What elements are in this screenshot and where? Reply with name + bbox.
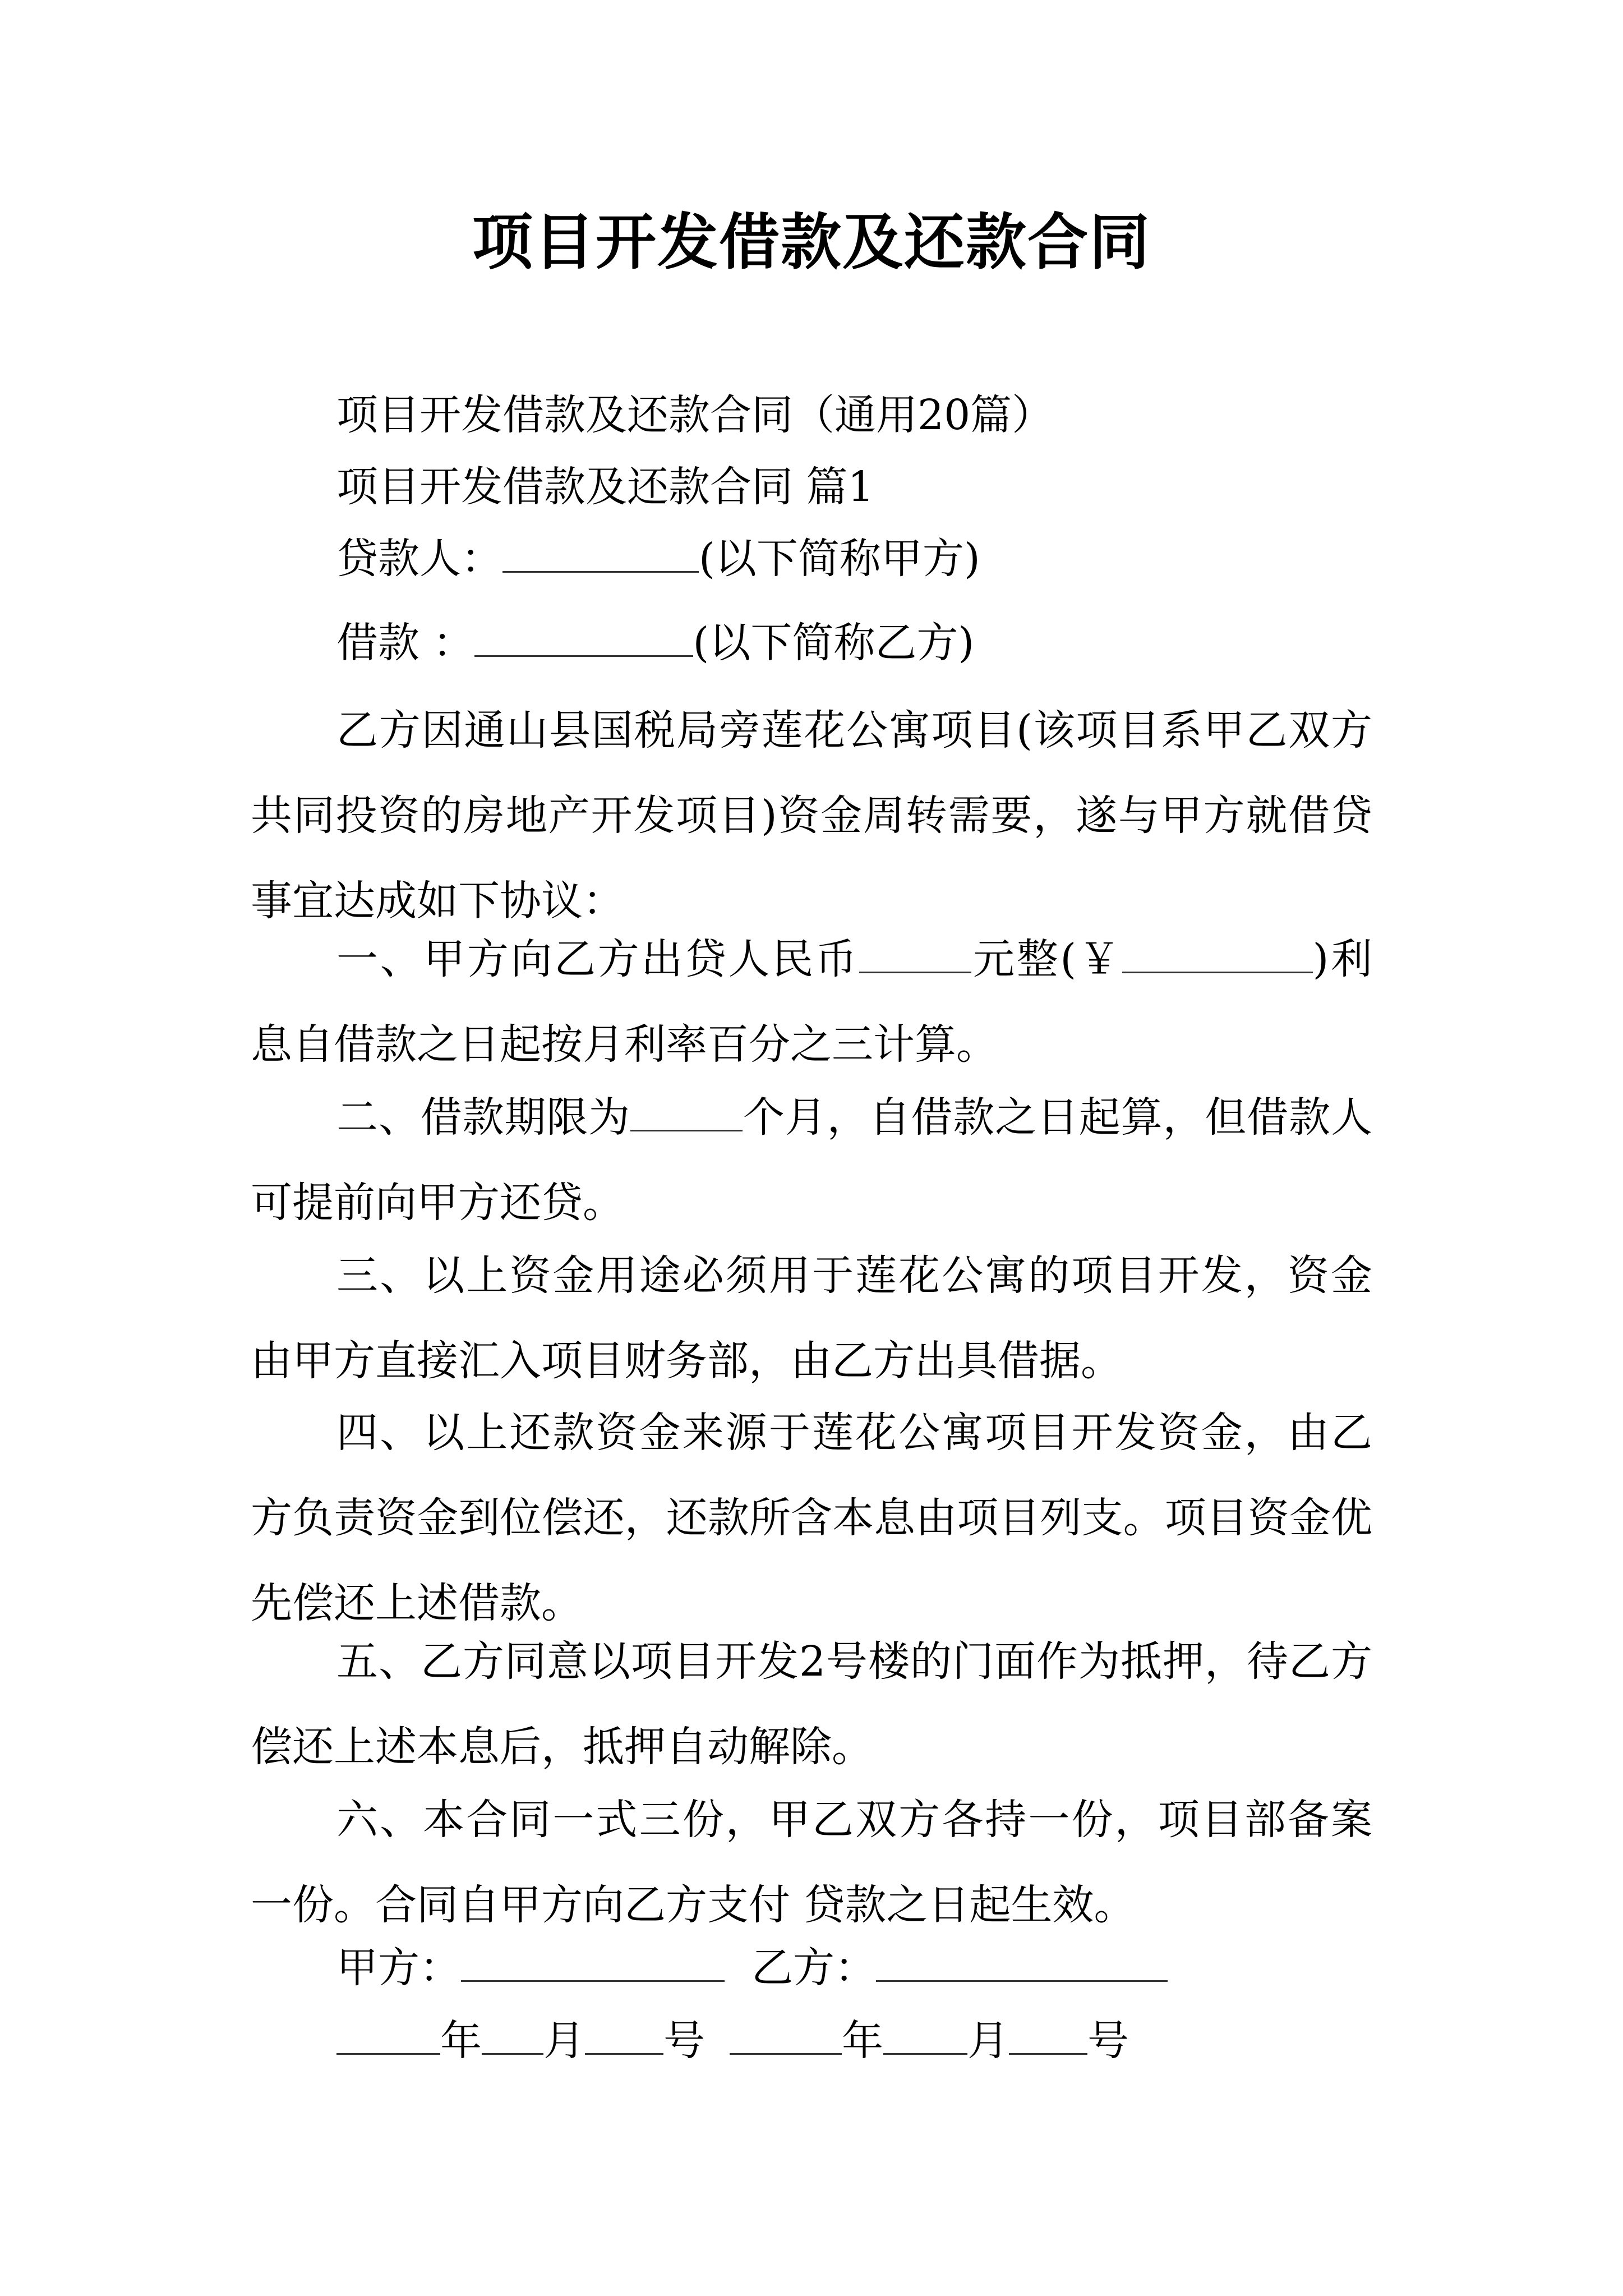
borrower-blank [474,617,693,657]
borrower-suffix: (以下简称乙方) [693,619,975,667]
date-line [336,2013,1129,2069]
month-b-blank [883,2015,967,2055]
clause-5: 五、乙方同意以项目开发2号楼的门面作为抵押，待乙方偿还上述本息后，抵押自动解除。 [251,1637,1372,1771]
clause-4: 四、以上还款资金来源于莲花公寓项目开发资金，由乙方负责资金到位偿还，还款所含本息由项目列支。项目资金优先偿还上述借款。 [251,1409,1372,1627]
party-b-blank [876,1942,1168,1982]
day-a-blank [585,2015,663,2055]
lender-blank [502,533,699,573]
clause-1-b: 元整(￥ [971,935,1122,983]
party-a-blank [461,1942,725,1982]
subtitle: 项目开发借款及还款合同（通用20篇） [336,391,1054,439]
borrower-label: 借款 ： [336,619,474,667]
clause-1 [251,917,1372,1087]
document-title: 项目开发借款及还款合同 [472,207,1151,278]
clause-1-a: 一、甲方向乙方出贷人民币 [336,935,859,983]
year-b-label: 年 [842,2017,883,2065]
amount-number-blank [1122,933,1313,973]
year-b-blank [730,2015,842,2055]
clause-2-a: 二、借款期限为 [336,1093,631,1142]
lender-label: 贷款人： [336,535,502,583]
day-a-label: 号 [663,2017,705,2065]
day-b-blank [1009,2015,1087,2055]
clause-1-c: )利息自借款之日起按月利率百分之三计算。 [251,935,1372,1069]
month-a-label: 月 [543,2017,585,2065]
lender-line [336,531,980,587]
clause-6: 六、本合同一式三份，甲乙双方各持一份，项目部备案一份。合同自甲方向乙方支付 贷款之日起生效。 [251,1796,1372,1929]
party-a-label: 甲方： [336,1944,461,1992]
clause-3: 三、以上资金用途必须用于莲花公寓的项目开发，资金由甲方直接汇入项目财务部，由乙方出具借据。 [251,1251,1372,1385]
signature-line [336,1940,1168,1996]
term-blank [630,1092,743,1131]
month-a-blank [482,2015,543,2055]
clause-2 [251,1075,1372,1245]
clause-2-b: 个月，自借款之日起算，但借款人可提前向甲方还贷。 [251,1093,1372,1227]
amount-blank [859,933,971,973]
lender-suffix: (以下简称甲方) [699,535,980,583]
day-b-label: 号 [1087,2017,1129,2065]
section-heading: 项目开发借款及还款合同 篇1 [336,463,874,511]
intro-paragraph: 乙方因通山县国税局旁莲花公寓项目(该项目系甲乙双方共同投资的房地产开发项目)资金周转需要，遂与甲方就借贷事宜达成如下协议： [251,706,1372,925]
year-a-blank [336,2015,440,2055]
month-b-label: 月 [967,2017,1009,2065]
party-b-label: 乙方： [751,1944,876,1992]
borrower-line [336,615,974,671]
year-a-label: 年 [440,2017,482,2065]
